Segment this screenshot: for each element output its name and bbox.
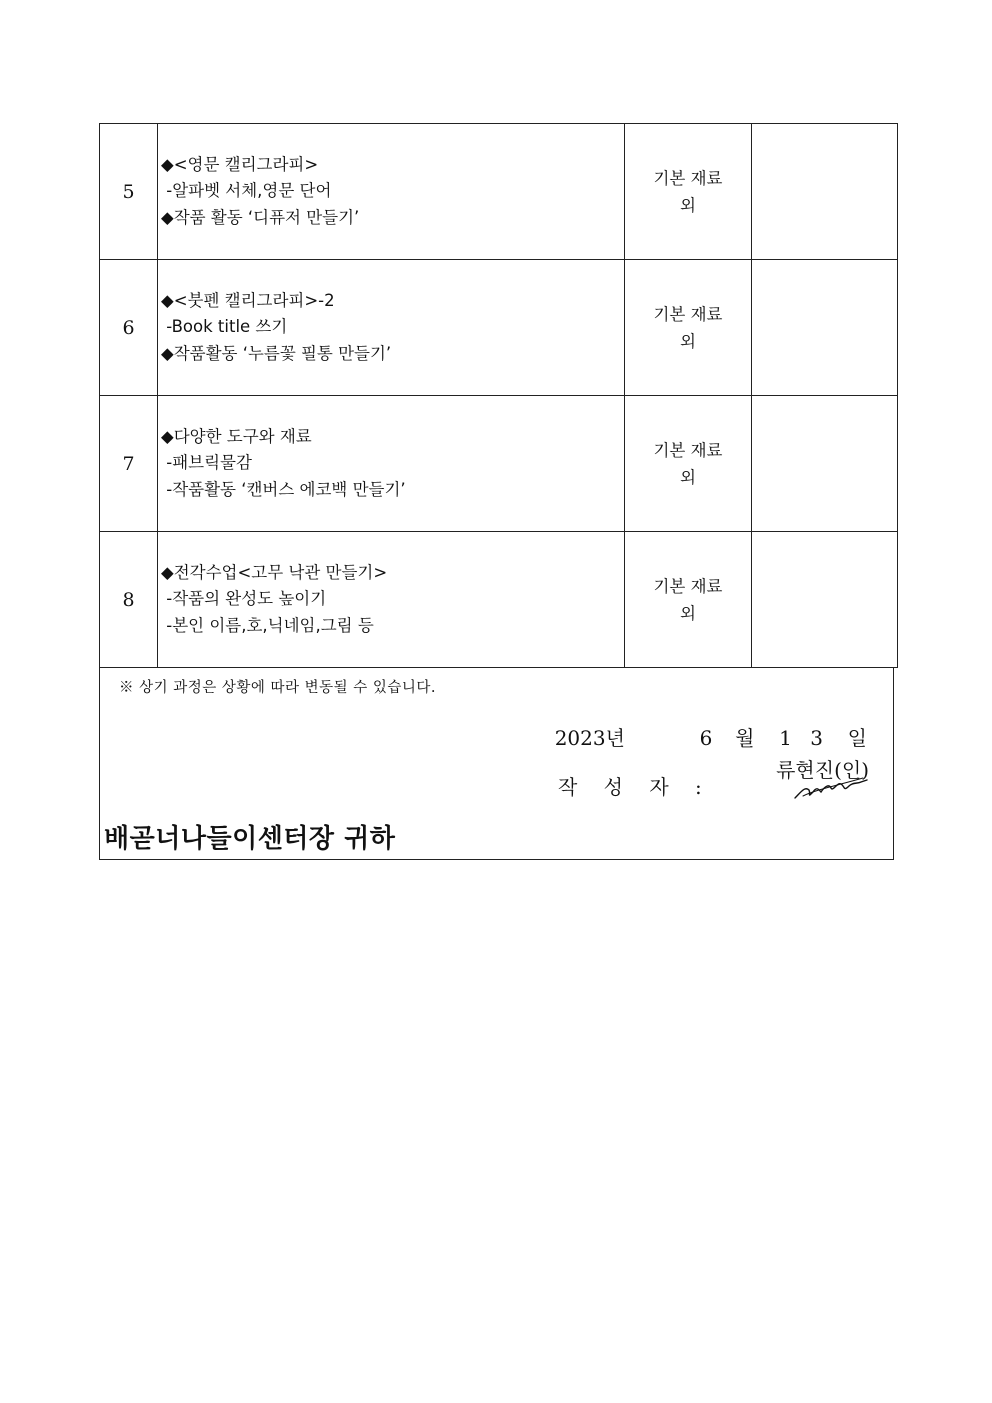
date-month-unit: 월 bbox=[735, 726, 755, 750]
signature-image bbox=[791, 772, 871, 802]
author-label: 작 성 자 : bbox=[558, 775, 712, 799]
session-number: 6 bbox=[100, 260, 158, 396]
note-cell bbox=[752, 532, 898, 668]
session-content bbox=[158, 124, 625, 260]
date-day-unit: 일 bbox=[847, 726, 867, 750]
table-row bbox=[100, 396, 898, 532]
recipient-line: 배곧너나들이센터장 귀하 bbox=[104, 824, 396, 854]
material-line: 외 bbox=[680, 195, 696, 215]
content-line: -패브릭물감 bbox=[161, 453, 252, 473]
content-line: -본인 이름,호,닉네임,그림 등 bbox=[161, 615, 374, 635]
content-line: ◆<영문 캘리그라피> bbox=[161, 154, 319, 174]
session-number: 5 bbox=[100, 124, 158, 260]
material-line: 기본 재료 bbox=[653, 576, 723, 596]
table-row bbox=[100, 532, 898, 668]
content-line: ◆<붓펜 캘리그라피>-2 bbox=[161, 290, 335, 310]
session-content bbox=[158, 532, 625, 668]
content-line: -작품활동 ‘캔버스 에코백 만들기’ bbox=[161, 479, 406, 499]
material-line: 외 bbox=[680, 331, 696, 351]
material-line: 외 bbox=[680, 603, 696, 623]
content-line: ◆작품 활동 ‘디퓨저 만들기’ bbox=[161, 207, 360, 227]
table-row bbox=[100, 124, 898, 260]
material-line: 기본 재료 bbox=[653, 304, 723, 324]
content-line: -알파벳 서체,영문 단어 bbox=[161, 181, 332, 201]
material-cell bbox=[625, 396, 752, 532]
date-month: 6 bbox=[699, 726, 713, 750]
content-line: ◆작품활동 ‘누름꽃 필통 만들기’ bbox=[161, 343, 392, 363]
document-footer bbox=[99, 668, 894, 860]
session-content bbox=[158, 260, 625, 396]
author-name: 류현진(인) bbox=[776, 758, 869, 782]
material-line: 외 bbox=[680, 467, 696, 487]
table-row bbox=[100, 260, 898, 396]
material-cell bbox=[625, 532, 752, 668]
content-line: ◆전각수업<고무 낙관 만들기> bbox=[161, 562, 388, 582]
session-content bbox=[158, 396, 625, 532]
material-line: 기본 재료 bbox=[653, 168, 723, 188]
session-number: 8 bbox=[100, 532, 158, 668]
document bbox=[99, 123, 894, 860]
note-cell bbox=[752, 396, 898, 532]
content-line: -작품의 완성도 높이기 bbox=[161, 589, 327, 609]
content-line: -Book title 쓰기 bbox=[161, 317, 288, 337]
curriculum-table bbox=[99, 123, 898, 668]
content-line: ◆다양한 도구와 재료 bbox=[161, 426, 312, 446]
date-year: 2023년 bbox=[554, 726, 625, 750]
note-cell bbox=[752, 124, 898, 260]
material-cell bbox=[625, 124, 752, 260]
session-number: 7 bbox=[100, 396, 158, 532]
schedule-notice: ※ 상기 과정은 상황에 따라 변동될 수 있습니다. bbox=[119, 680, 436, 696]
material-line: 기본 재료 bbox=[653, 440, 723, 460]
material-cell bbox=[625, 260, 752, 396]
date-day: 1 3 bbox=[779, 726, 829, 750]
document-date bbox=[555, 722, 867, 751]
note-cell bbox=[752, 260, 898, 396]
